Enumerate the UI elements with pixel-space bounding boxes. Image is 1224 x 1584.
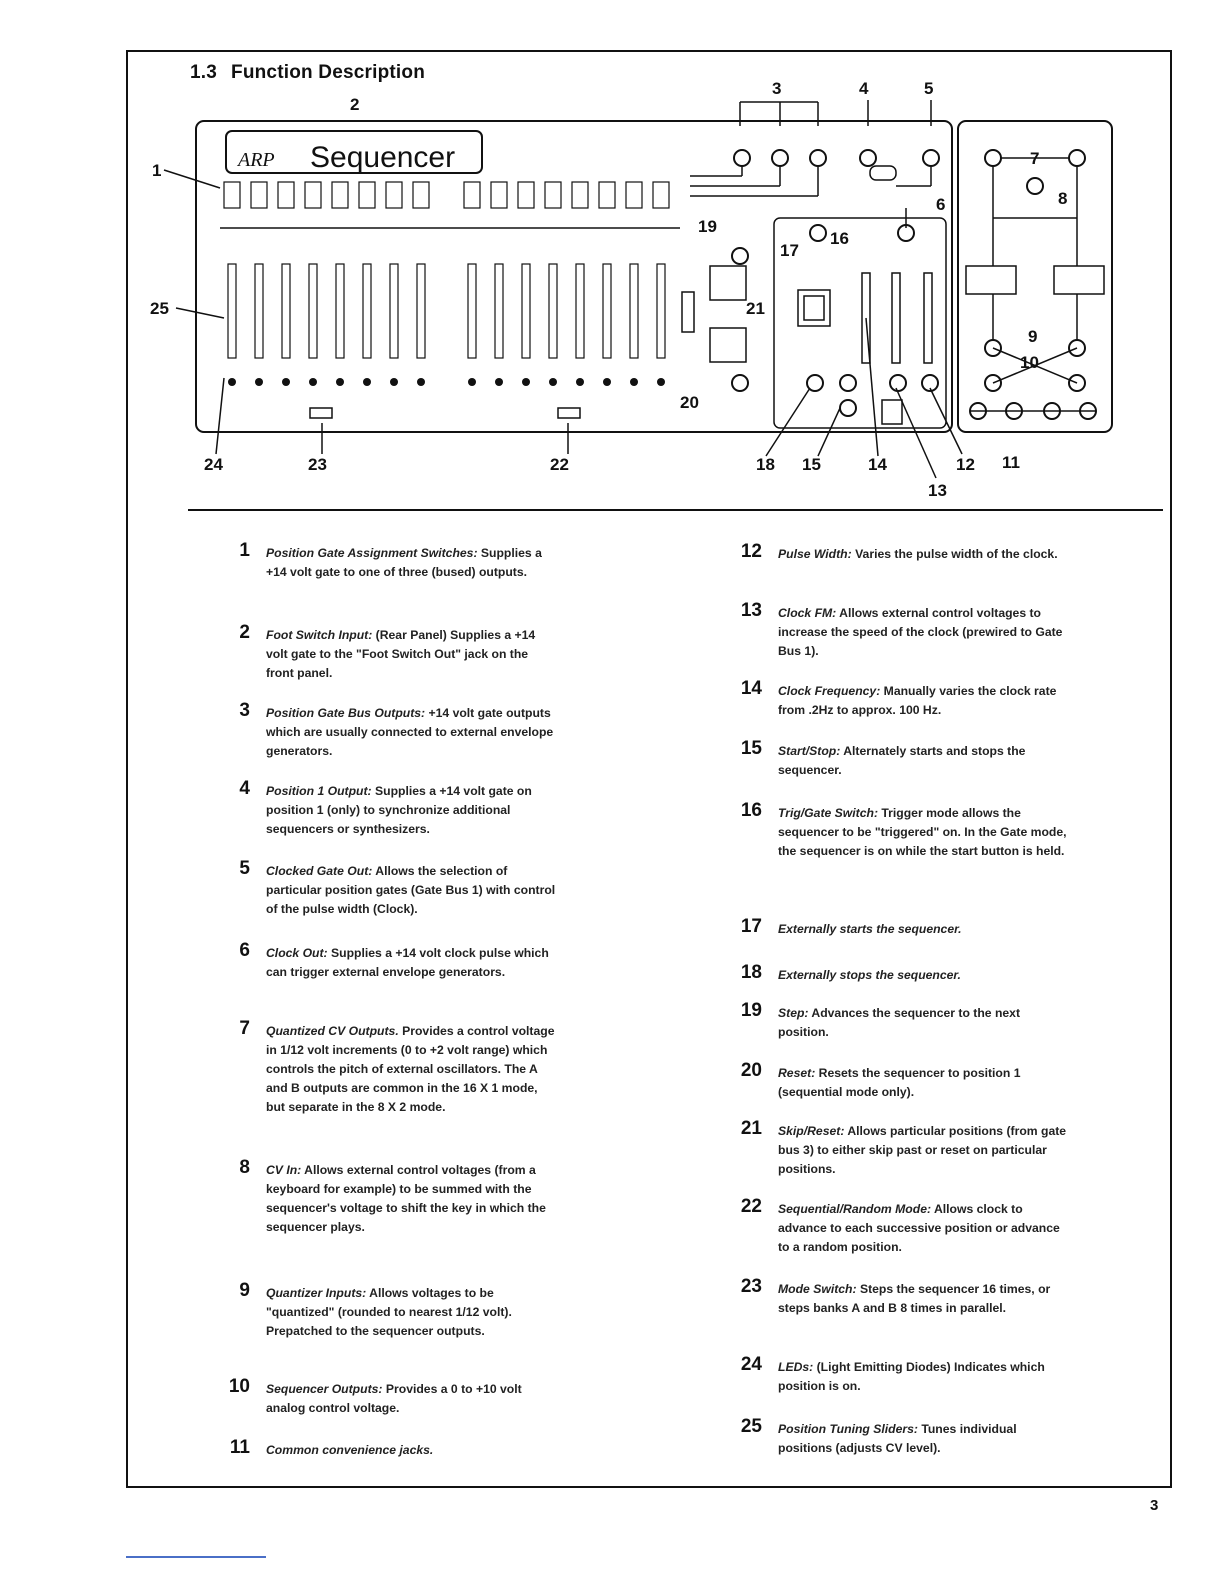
item-body: Provides a 0 to +10 volt analog control voltage. (266, 1382, 522, 1415)
item-body: (Rear Panel) Supplies a +14 volt gate to the "Foot Switch Out" jack on the front panel. (266, 628, 536, 680)
item-term: Position Tuning Sliders: (778, 1422, 918, 1436)
item-text (266, 1380, 556, 1418)
position-led (282, 378, 290, 386)
position-led (255, 378, 263, 386)
item-number: 12 (740, 541, 762, 562)
item-text (266, 1022, 556, 1117)
item-term: Start/Stop: (778, 744, 841, 758)
item-number: 8 (239, 1157, 250, 1178)
item-body: Allows the selection of particular position gates (Gate Bus 1) with control of the pulse width (Clock). (266, 864, 556, 916)
position-tuning-slider[interactable] (255, 264, 263, 358)
item-body: Alternately starts and stops the sequencer. (778, 744, 1026, 777)
gate-assignment-switch[interactable] (464, 182, 480, 208)
callout-13: 13 (928, 481, 947, 498)
callout-24: 24 (204, 455, 223, 474)
item-text (778, 1004, 1068, 1042)
callout-20: 20 (680, 393, 699, 412)
item-term: Reset: (778, 1066, 816, 1080)
item-body: Provides a control voltage in 1/12 volt increments (0 to +2 volt range) which controls the pitch of external oscillators. The A and B outputs are common in the 16 X 1 mode, but separate in the 8 X 2 mode. (266, 1024, 555, 1114)
item-text (778, 1064, 1068, 1102)
item-term: Mode Switch: (778, 1282, 857, 1296)
section-divider (188, 509, 1163, 511)
position-tuning-slider[interactable] (390, 264, 398, 358)
item-term: Quantizer Inputs: (266, 1286, 367, 1300)
item-term: LEDs: (778, 1360, 814, 1374)
position-led (417, 378, 425, 386)
item-term: Clock Frequency: (778, 684, 881, 698)
item-text (778, 920, 1068, 939)
callout-25: 25 (150, 299, 169, 318)
item-text (266, 704, 556, 761)
item-text (778, 545, 1068, 564)
item-body: Tunes individual positions (adjusts CV level). (778, 1422, 1017, 1455)
item-number: 4 (239, 778, 250, 799)
item-number: 10 (228, 1376, 250, 1397)
item-text (778, 1200, 1068, 1257)
item-term: Common convenience jacks. (266, 1443, 434, 1457)
item-text (778, 1358, 1068, 1396)
item-number: 7 (239, 1018, 250, 1039)
item-number: 11 (229, 1437, 250, 1458)
position-led (336, 378, 344, 386)
item-number: 24 (740, 1354, 762, 1375)
item-text (266, 626, 556, 683)
callout-2: 2 (350, 95, 360, 114)
callout-11: 11 (1002, 453, 1020, 472)
position-led (363, 378, 371, 386)
position-tuning-slider[interactable] (630, 264, 638, 358)
callout-4: 4 (859, 79, 869, 98)
gate-assignment-switch[interactable] (251, 182, 267, 208)
item-number: 3 (239, 700, 250, 721)
position-tuning-slider[interactable] (495, 264, 503, 358)
item-number: 9 (239, 1280, 250, 1301)
gate-assignment-switch[interactable] (224, 182, 240, 208)
item-body: Advances the sequencer to the next position. (778, 1006, 1021, 1039)
item-number: 23 (740, 1276, 762, 1297)
item-number: 16 (740, 800, 762, 821)
sequencer-panel-illustration (150, 78, 1140, 498)
gate-assignment-switch[interactable] (332, 182, 348, 208)
callout-18: 18 (756, 455, 775, 474)
brand-logo: ARP (238, 149, 275, 171)
position-led (576, 378, 584, 386)
item-number: 17 (740, 916, 762, 937)
item-term: Position Gate Assignment Switches: (266, 546, 478, 560)
item-number: 18 (740, 962, 762, 983)
item-body: Supplies a +14 volt gate on position 1 (only) to synchronize additional sequencers or synthesizers. (266, 784, 532, 836)
callout-21: 21 (746, 299, 765, 318)
item-body: Varies the pulse width of the clock. (855, 547, 1058, 561)
position-tuning-slider[interactable] (522, 264, 530, 358)
footer-rule (126, 1556, 266, 1558)
item-number: 14 (740, 678, 762, 699)
item-body: Allows clock to advance to each successive position or advance to a random position. (778, 1202, 1060, 1254)
item-text (778, 1122, 1068, 1179)
position-led (228, 378, 236, 386)
item-number: 13 (740, 600, 762, 621)
position-led (630, 378, 638, 386)
gate-assignment-switch[interactable] (572, 182, 588, 208)
position-led (549, 378, 557, 386)
item-term: Position 1 Output: (266, 784, 372, 798)
position-tuning-slider[interactable] (417, 264, 425, 358)
gate-assignment-switch[interactable] (626, 182, 642, 208)
gate-assignment-switch[interactable] (359, 182, 375, 208)
item-term: Externally starts the sequencer. (778, 922, 962, 936)
item-text (778, 804, 1068, 861)
item-body: Supplies a +14 volt clock pulse which can trigger external envelope generators. (266, 946, 549, 979)
item-text (266, 1284, 556, 1341)
callout-8: 8 (1058, 189, 1068, 208)
item-body: Allows external control voltages (from a keyboard for example) to be summed with the sequencer's voltage to shift the key in which the sequencer plays. (266, 1163, 546, 1234)
position-tuning-slider[interactable] (282, 264, 290, 358)
position-tuning-slider[interactable] (657, 264, 665, 358)
gate-assignment-switch[interactable] (491, 182, 507, 208)
item-term: Skip/Reset: (778, 1124, 845, 1138)
callout-23: 23 (308, 455, 327, 474)
item-term: Trig/Gate Switch: (778, 806, 878, 820)
item-number: 6 (239, 940, 250, 961)
callout-15: 15 (802, 455, 821, 474)
position-tuning-slider[interactable] (363, 264, 371, 358)
position-tuning-slider[interactable] (309, 264, 317, 358)
item-number: 1 (239, 540, 250, 561)
item-text (266, 782, 556, 839)
gate-assignment-switch[interactable] (278, 182, 294, 208)
item-body: Allows voltages to be "quantized" (rounded to nearest 1/12 volt). Prepatched to the sequencer outputs. (266, 1286, 512, 1338)
callout-19: 19 (698, 217, 717, 236)
position-led (603, 378, 611, 386)
gate-assignment-switch[interactable] (599, 182, 615, 208)
callout-17: 17 (780, 241, 799, 260)
item-term: Pulse Width: (778, 547, 852, 561)
item-term: Position Gate Bus Outputs: (266, 706, 426, 720)
item-term: Quantized CV Outputs. (266, 1024, 399, 1038)
position-led (495, 378, 503, 386)
item-body: Trigger mode allows the sequencer to be "triggered" on. In the Gate mode, the sequencer is on while the start button is held. (778, 806, 1067, 858)
item-number: 21 (740, 1118, 762, 1139)
callout-16: 16 (830, 229, 849, 248)
item-body: Allows external control voltages to increase the speed of the clock (prewired to Gate Bus 1). (778, 606, 1063, 658)
section-number: 1.3 (190, 62, 218, 83)
gate-assignment-switch[interactable] (653, 182, 669, 208)
item-number: 19 (740, 1000, 762, 1021)
item-term: Clocked Gate Out: (266, 864, 373, 878)
position-tuning-slider[interactable] (576, 264, 584, 358)
item-text (266, 544, 556, 582)
item-number: 5 (239, 858, 250, 879)
item-body: Steps the sequencer 16 times, or steps banks A and B 8 times in parallel. (778, 1282, 1051, 1315)
item-term: Clock Out: (266, 946, 328, 960)
product-name: Sequencer (310, 141, 456, 174)
position-tuning-slider[interactable] (549, 264, 557, 358)
position-led (657, 378, 665, 386)
position-tuning-slider[interactable] (468, 264, 476, 358)
gate-assignment-switch[interactable] (545, 182, 561, 208)
callout-12: 12 (956, 455, 975, 474)
callout-14: 14 (868, 455, 887, 474)
item-text (778, 682, 1068, 720)
item-number: 2 (239, 622, 250, 643)
callout-9: 9 (1028, 327, 1038, 346)
item-text (778, 1280, 1068, 1318)
position-tuning-slider[interactable] (336, 264, 344, 358)
item-body: Allows particular positions (from gate bus 3) to either skip past or reset on particular positions. (778, 1124, 1067, 1176)
item-text (778, 1420, 1068, 1458)
callout-7: 7 (1030, 149, 1040, 168)
item-number: 15 (740, 738, 762, 759)
position-tuning-slider[interactable] (228, 264, 236, 358)
item-number: 25 (740, 1416, 762, 1437)
item-body: +14 volt gate outputs which are usually connected to external envelope generators. (266, 706, 554, 758)
item-text (266, 944, 556, 982)
callout-5: 5 (924, 79, 934, 98)
position-led (390, 378, 398, 386)
gate-assignment-switch[interactable] (518, 182, 534, 208)
item-term: Sequencer Outputs: (266, 1382, 383, 1396)
position-tuning-slider[interactable] (603, 264, 611, 358)
item-text (266, 1161, 556, 1237)
item-body: (Light Emitting Diodes) Indicates which position is on. (778, 1360, 1045, 1393)
page-number: 3 (1150, 1497, 1159, 1514)
item-text (266, 1441, 556, 1460)
item-term: CV In: (266, 1163, 302, 1177)
callout-6: 6 (936, 195, 946, 214)
callout-22: 22 (550, 455, 569, 474)
item-term: Step: (778, 1006, 809, 1020)
position-led (309, 378, 317, 386)
callout-1: 1 (152, 161, 162, 180)
item-term: Clock FM: (778, 606, 837, 620)
item-text (778, 604, 1068, 661)
item-text (778, 742, 1068, 780)
callout-3: 3 (772, 79, 782, 98)
item-body: Resets the sequencer to position 1 (sequential mode only). (778, 1066, 1021, 1099)
item-body: Manually varies the clock rate from .2Hz to approx. 100 Hz. (778, 684, 1057, 717)
item-term: Foot Switch Input: (266, 628, 373, 642)
item-text (266, 862, 556, 919)
item-body: Supplies a +14 volt gate to one of three (bused) outputs. (266, 546, 542, 579)
gate-assignment-switch[interactable] (413, 182, 429, 208)
position-led (468, 378, 476, 386)
item-number: 20 (740, 1060, 762, 1081)
section-title: Function Description (231, 62, 426, 83)
item-term: Externally stops the sequencer. (778, 968, 961, 982)
item-text (778, 966, 1068, 985)
gate-assignment-switch[interactable] (386, 182, 402, 208)
position-led (522, 378, 530, 386)
item-term: Sequential/Random Mode: (778, 1202, 932, 1216)
item-number: 22 (740, 1196, 762, 1217)
callout-10: 10 (1020, 353, 1039, 372)
gate-assignment-switch[interactable] (305, 182, 321, 208)
